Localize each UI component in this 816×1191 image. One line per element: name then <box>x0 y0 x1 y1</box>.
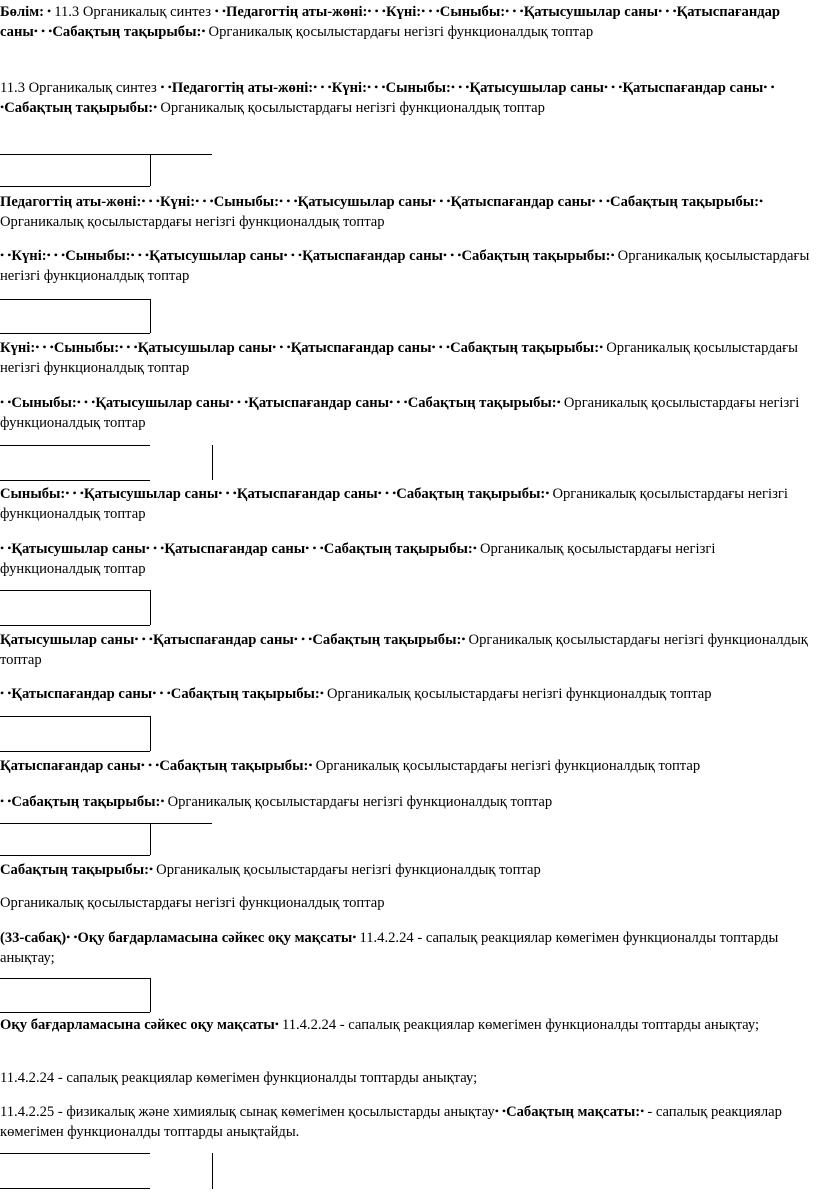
bold-label: Күні: <box>385 4 422 20</box>
bullet-marker: • <box>599 340 607 354</box>
bullet-marker: • • • <box>272 340 291 354</box>
bullet-marker: • • • <box>141 194 160 208</box>
bullet-marker: • <box>44 4 55 18</box>
bold-label: Күні: <box>331 80 367 96</box>
bold-label: Сыныбы: <box>65 248 131 264</box>
text-run: Органикалық қосылыстардағы негізгі функционалдық топтар <box>0 395 800 431</box>
paragraph <box>0 893 812 913</box>
bold-label: Сыныбы: <box>439 4 506 20</box>
bold-label: Қатысушылар саны <box>11 541 146 557</box>
bold-label: Педагогтің аты-жөні: <box>0 194 142 210</box>
bold-label: Сабақтың тақырыбы: <box>396 486 546 502</box>
paragraph <box>0 928 812 968</box>
bold-label: Қатысушылар саны <box>83 486 219 502</box>
bullet-marker: • <box>759 194 764 208</box>
text-run: Органикалық қосылыстардағы негізгі функционалдық топтар <box>0 541 716 577</box>
bold-label: (33-сабақ) <box>0 930 67 946</box>
text-run: 11.4.2.25 - физикалық және химиялық сынақ көмегімен қосылыстарды анықтау <box>0 1104 495 1120</box>
bold-label: Қатыспағандар саны <box>152 632 294 648</box>
paragraph <box>0 484 812 524</box>
bold-label: Педагогтің аты-жөні: <box>171 80 314 96</box>
bold-label: Күні: <box>11 248 47 264</box>
bold-label: Күні: <box>0 340 36 356</box>
bullet-marker: • • • <box>65 486 84 500</box>
text-run: Органикалық қосылыстардағы негізгі функционалдық топтар <box>0 895 385 911</box>
bullet-marker: • • • <box>313 80 332 94</box>
text-run: Органикалық қосылыстардағы негізгі функционалдық топтар <box>156 862 541 878</box>
bullet-marker: • • • <box>603 80 623 94</box>
bullet-marker: • • <box>0 541 12 555</box>
paragraph <box>0 393 812 433</box>
bullet-marker: • • • <box>389 395 408 409</box>
paragraph <box>0 756 812 776</box>
bold-label: Қатыспағандар саны <box>622 80 764 96</box>
text-run: 11.3 Органикалық синтез <box>0 80 161 96</box>
bullet-marker: • <box>472 541 480 555</box>
bold-label: Қатыспағандар саны <box>11 686 153 702</box>
paragraph <box>0 860 812 880</box>
text-run: 11.4.2.24 - сапалық реакциялар көмегімен функционалды топтарды анықтау; <box>0 930 779 966</box>
bold-label: Оқу бағдарламасына сәйкес оқу мақсаты <box>0 1017 275 1033</box>
text-run: Органикалық қосылыстардағы негізгі функционалдық топтар <box>0 248 810 284</box>
bold-label: Сыныбы: <box>11 395 77 411</box>
bullet-marker: • • • <box>442 248 462 262</box>
bold-label: Қатысушылар саны <box>523 4 659 20</box>
bullet-marker: • <box>201 24 209 38</box>
bold-label: Бөлім: <box>0 4 44 20</box>
bullet-marker: • • <box>66 930 78 944</box>
bold-label: Оқу бағдарламасына сәйкес оқу мақсаты <box>77 930 353 946</box>
bullet-marker: • <box>352 930 360 944</box>
bullet-marker: • • <box>160 80 172 94</box>
bold-label: Қатысушылар саны <box>0 632 135 648</box>
bullet-marker: • <box>461 632 469 646</box>
bold-label: Сабақтың тақырыбы: <box>312 632 462 648</box>
bullet-marker: • • • <box>35 340 54 354</box>
bullet-marker: • <box>556 395 564 409</box>
bold-label: Сабақтың тақырыбы: <box>170 686 320 702</box>
paragraph <box>0 1102 812 1142</box>
bullet-marker: • <box>153 100 161 114</box>
text-run: Органикалық қосылыстардағы негізгі функционалдық топтар <box>0 214 385 230</box>
bullet-marker: • • • <box>658 4 677 18</box>
bullet-marker: • • • <box>152 686 171 700</box>
bullet-marker: • • • <box>283 248 303 262</box>
bold-label: Сыныбы: <box>385 80 451 96</box>
bullet-marker: • • • <box>130 248 150 262</box>
bullet-marker: • • • <box>377 486 397 500</box>
bullet-marker: • <box>160 794 168 808</box>
paragraph <box>0 539 812 579</box>
paragraph <box>0 630 812 670</box>
text-run: - сапалық реакциялар көмегімен функционалды топтарды анықтайды. <box>0 1104 782 1140</box>
bold-label: Қатысушылар саны <box>469 80 604 96</box>
bold-label: Қатысушылар саны <box>149 248 284 264</box>
bullet-marker: • • • <box>432 194 451 208</box>
bold-label: Қатыспағандар саны <box>290 340 432 356</box>
bullet-marker: • <box>274 1017 282 1031</box>
bullet-marker: • • <box>0 794 12 808</box>
bold-label: Күні: <box>159 194 196 210</box>
text-run: 11.3 Органикалық синтез <box>54 4 215 20</box>
bold-label: Қатыспағандар саны <box>248 395 390 411</box>
bullet-marker: • • <box>0 686 12 700</box>
bullet-marker: • • • <box>591 194 611 208</box>
bold-label: Сыныбы: <box>53 340 120 356</box>
bold-label: Қатыспағандар саны <box>450 194 592 210</box>
bold-label: Қатыспағандар саны <box>236 486 378 502</box>
bullet-marker: • • • <box>450 80 470 94</box>
bullet-marker: • <box>640 1104 648 1118</box>
text-run: 11.4.2.24 - сапалық реакциялар көмегімен функционалды топтарды анықтау; <box>0 1070 478 1086</box>
bullet-marker: • • • <box>46 248 66 262</box>
bold-label: Қатысушылар саны <box>137 340 273 356</box>
bullet-marker: • • • <box>119 340 138 354</box>
text-run: Органикалық қосылыстардағы негізгі функционалдық топтар <box>315 758 701 774</box>
text-run: Органикалық қосылыстардағы негізгі функционалдық топтар <box>160 100 545 116</box>
paragraph <box>0 1015 812 1035</box>
bold-label: Сабақтың тақырыбы: <box>159 758 309 774</box>
paragraph <box>0 792 812 812</box>
bullet-marker: • • • <box>76 395 96 409</box>
bold-label: Сабақтың тақырыбы: <box>323 541 473 557</box>
bold-label: Сабақтың тақырыбы: <box>450 340 600 356</box>
bold-label: Қатысушылар саны <box>297 194 433 210</box>
bullet-marker: • • • <box>229 395 249 409</box>
paragraph <box>0 2 812 42</box>
bullet-marker: • • • <box>218 486 237 500</box>
bold-label: Сабақтың тақырыбы: <box>0 862 149 878</box>
bullet-marker: • • <box>214 4 227 18</box>
bold-label: Қатысушылар саны <box>95 395 230 411</box>
bold-label: Қатыспағандар саны <box>164 541 306 557</box>
bullet-marker: • • • <box>195 194 214 208</box>
bold-label: Сабақтың тақырыбы: <box>461 248 611 264</box>
bold-label: Сабақтың тақырыбы: <box>4 100 154 116</box>
bullet-marker: • • • <box>293 632 313 646</box>
bullet-marker: • • • <box>367 4 386 18</box>
bold-label: Сыныбы: <box>213 194 280 210</box>
bold-label: Сабақтың тақырыбы: <box>52 24 202 40</box>
bullet-marker: • <box>610 248 618 262</box>
bullet-marker: • <box>319 686 327 700</box>
bullet-marker: • • • <box>421 4 440 18</box>
paragraph <box>0 192 812 232</box>
bullet-marker: • • • <box>279 194 298 208</box>
bold-label: Сыныбы: <box>0 486 66 502</box>
paragraph <box>0 338 812 378</box>
bullet-marker: • • • <box>366 80 386 94</box>
paragraph <box>0 1068 812 1088</box>
bullet-marker: • • • <box>134 632 153 646</box>
bullet-marker: • • • <box>305 541 324 555</box>
bullet-marker: • • • <box>33 24 53 38</box>
bold-label: Қатыспағандар саны <box>0 4 781 40</box>
paragraph <box>0 246 812 286</box>
bullet-marker: • • • <box>431 340 451 354</box>
bullet-marker: • <box>148 862 157 876</box>
bold-label: Қатыспағандар саны <box>0 758 141 774</box>
text-run: Органикалық қосылыстардағы негізгі функционалдық топтар <box>167 794 553 810</box>
bullet-marker: • <box>308 758 316 772</box>
bullet-marker: • • <box>0 395 12 409</box>
text-run: Органикалық қосылыстардағы негізгі функционалдық топтар <box>0 632 808 668</box>
bold-label: Сабақтың тақырыбы: <box>407 395 557 411</box>
text-run: Органикалық қосылыстардағы негізгі функционалдық топтар <box>0 340 798 376</box>
bullet-marker: • • <box>0 248 12 262</box>
bullet-marker: • <box>545 486 553 500</box>
bullet-marker: • • • <box>140 758 160 772</box>
text-run: Органикалық қосылыстардағы негізгі функционалдық топтар <box>208 24 594 40</box>
text-run: Органикалық қосылыстардағы негізгі функционалдық топтар <box>326 686 712 702</box>
bold-label: Сабақтың тақырыбы: <box>11 794 161 810</box>
paragraph <box>0 78 812 118</box>
bold-label: Сабақтың мақсаты: <box>506 1104 641 1120</box>
bold-label: Сабақтың тақырыбы: <box>610 194 759 210</box>
text-run: 11.4.2.24 - сапалық реакциялар көмегімен функционалды топтарды анықтау; <box>281 1017 760 1033</box>
paragraph <box>0 684 812 704</box>
bold-label: Қатыспағандар саны <box>302 248 443 264</box>
bullet-marker: • • <box>494 1104 507 1118</box>
text-run: Органикалық қосылыстардағы негізгі функционалдық топтар <box>0 486 788 522</box>
bullet-marker: • • • <box>145 541 165 555</box>
bold-label: Педагогтің аты-жөні: <box>226 4 368 20</box>
bullet-marker: • • • <box>505 4 524 18</box>
bullet-marker: • • • <box>0 80 775 114</box>
